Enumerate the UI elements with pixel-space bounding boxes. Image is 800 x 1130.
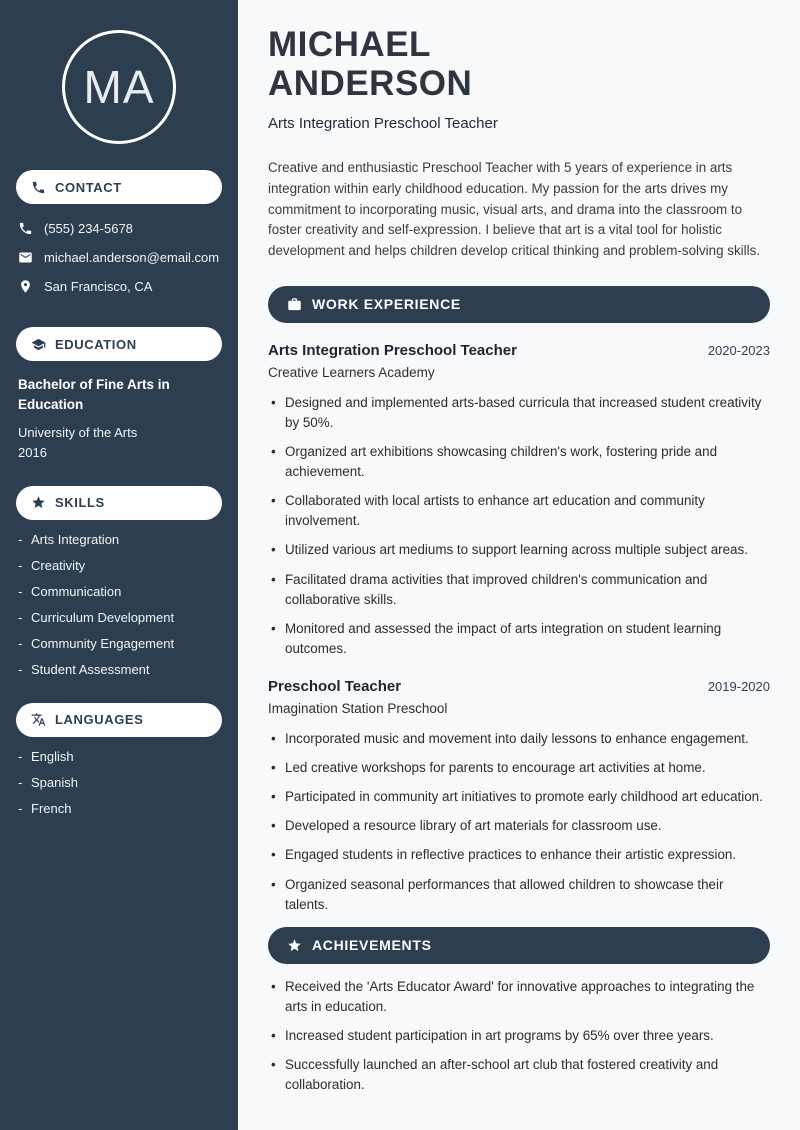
star-icon [31,495,46,510]
job-bullet: • Led creative workshops for parents to encourage art activities at home. [268,758,770,778]
job-bullet: • Engaged students in reflective practices to enhance their artistic expression. [268,845,770,865]
job-entry [268,678,770,915]
profile-summary: Creative and enthusiastic Preschool Teacher with 5 years of experience in arts integration within early childhood education. My passion for the arts drives my commitment to incorporating music, visual arts, and drama into the classroom to foster creativity and self-expression. I believe that art is a vital tool for holistic development and helps children develop critical thinking and problem-solving skills. [268,160,761,259]
languages-list [16,749,222,816]
job-header [268,678,770,695]
sidebar [0,0,238,1130]
avatar [62,30,176,144]
achievements-list [268,977,770,1096]
star-icon [287,938,302,953]
email-value: michael.anderson@email.com [44,250,220,265]
last-name: ANDERSON [268,63,473,103]
skill-item: - Creativity [18,558,220,573]
job-bullet-list [268,729,770,915]
job-bullet: • Developed a resource library of art materials for classroom use. [268,816,770,836]
main-content [238,0,800,1130]
job-bullet: • Participated in community art initiatives to promote early childhood art education. [268,787,770,807]
job-role: Preschool Teacher [268,678,402,696]
job-header [268,342,770,359]
skills-list [16,532,222,677]
education-school: University of the Arts [18,424,138,440]
job-bullet: • Facilitated drama activities that improved children's communication and collaborative skills. [268,570,770,610]
job-bullet: • Organized art exhibitions showcasing children's work, fostering pride and achievement. [268,442,770,482]
graduation-cap-icon [31,337,46,352]
skill-item: - Curriculum Development [18,610,220,625]
achievement-bullet: • Increased student participation in art programs by 65% over three years. [268,1026,770,1046]
achievement-bullet: • Successfully launched an after-school art club that fostered creativity and collaboration. [268,1055,770,1095]
first-name: MICHAEL [268,25,431,64]
education-header-label: EDUCATION [55,336,137,352]
achievements-header-label: ACHIEVEMENTS [312,937,432,954]
location-value: San Francisco, CA [44,279,153,294]
contact-location-row [16,272,222,301]
briefcase-icon [287,297,302,312]
skill-item: - Communication [18,584,220,599]
language-item: - Spanish [18,775,220,790]
education-year: 2016 [18,444,47,460]
job-bullet: • Monitored and assessed the impact of arts integration on student learning outcomes. [268,619,770,659]
contact-header-label: CONTACT [55,179,122,195]
email-icon [18,250,33,265]
achievements-section-header [268,927,770,964]
phone-icon [31,180,46,195]
job-entry [268,342,770,659]
job-bullet: • Utilized various art mediums to support learning across multiple subject areas. [268,540,770,560]
phone-value: (555) 234-5678 [44,221,133,236]
location-pin-icon [18,279,33,294]
education-entry [16,375,222,460]
contact-phone-row [16,214,222,243]
language-item: - French [18,801,220,816]
work-experience-section-header [268,286,770,323]
work-experience-header-label: WORK EXPERIENCE [312,296,461,313]
skills-header-label: SKILLS [55,495,105,510]
languages-section-header [16,703,222,737]
avatar-initials: MA [83,61,155,113]
education-section-header [16,327,222,361]
skill-item: - Student Assessment [18,662,220,677]
job-dates: 2019-2020 [707,679,770,695]
job-company: Imagination Station Preschool [268,701,448,717]
achievement-bullet: • Received the 'Arts Educator Award' for innovative approaches to integrating the arts in education. [268,977,770,1017]
phone-icon [18,221,33,236]
page-title [268,26,770,103]
job-bullet: • Designed and implemented arts-based curricula that increased student creativity by 50%. [268,393,770,433]
job-dates: 2020-2023 [707,342,770,358]
headline-job-title: Arts Integration Preschool Teacher [268,115,498,132]
education-degree: Bachelor of Fine Arts in Education [18,377,170,413]
job-bullet: • Organized seasonal performances that allowed children to showcase their talents. [268,875,770,915]
job-bullet-list [268,393,770,659]
languages-header-label: LANGUAGES [55,712,144,727]
contact-list [16,214,222,301]
contact-email-row [16,243,222,272]
job-bullet: • Collaborated with local artists to enhance art education and community involvement. [268,491,770,531]
skill-item: - Arts Integration [18,532,220,547]
skill-item: - Community Engagement [18,636,220,651]
job-bullet: • Incorporated music and movement into daily lessons to enhance engagement. [268,729,770,749]
job-role: Arts Integration Preschool Teacher [268,341,517,359]
contact-section-header [16,170,222,204]
job-company: Creative Learners Academy [268,364,435,380]
language-item: - English [18,749,220,764]
skills-section-header [16,486,222,520]
translate-icon [31,712,46,727]
